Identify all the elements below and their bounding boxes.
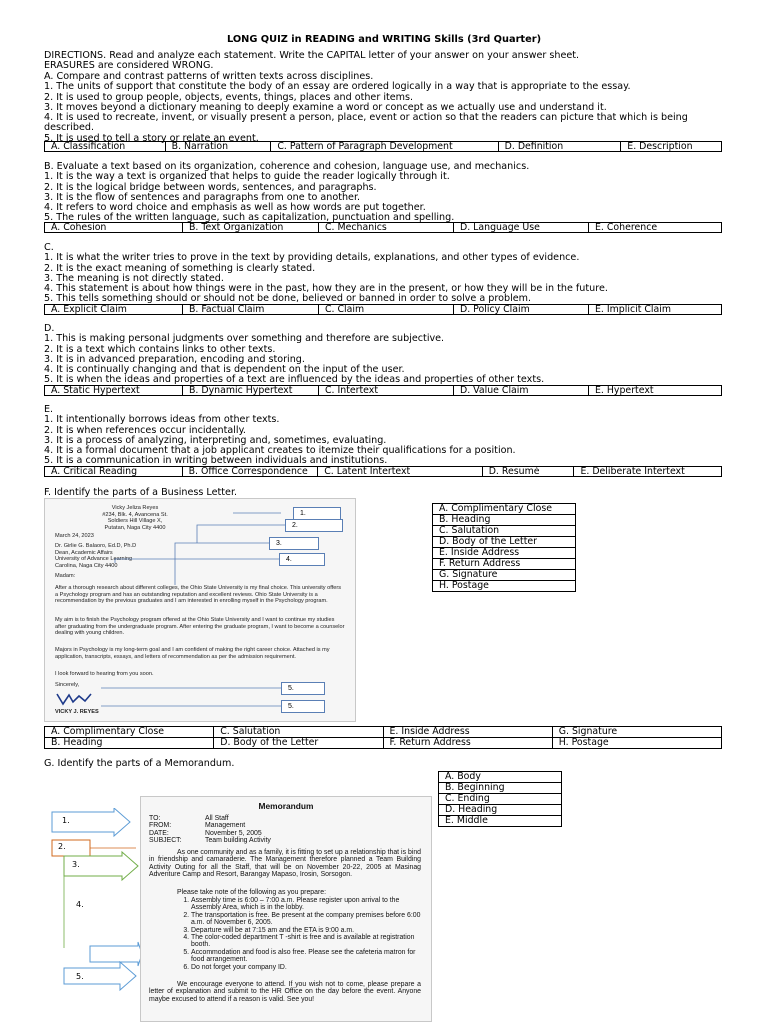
memo-paragraph-2: Please take note of the following as you prepare: [177,889,327,896]
question: 4. It is continually changing and that is dependent on the input of the user. [44,364,405,375]
option: E. Implicit Claim [595,305,671,314]
letter-line: Putatan, Naga City 4400 [104,524,166,531]
memo-label: FROM: [149,822,172,830]
list-item: A. Complimentary Close [433,504,576,515]
callout-5b: 5. [281,700,325,713]
arrow-label-1: 1. [62,816,70,825]
question: 3. It is in advanced preparation, encoding and storing. [44,353,305,365]
option: B. Office Correspondence [183,467,319,476]
question: 2. It is a text which contains links to other texts. [44,343,276,355]
memo-arrows [50,808,144,998]
memo-label: SUBJECT: [149,837,182,845]
list-item: D. Body of the Letter [433,537,576,548]
option: E. Description [627,142,693,151]
option: C. Mechanics [319,223,454,232]
list-item: B. Beginning [439,783,562,794]
section-d [44,324,734,386]
memo-title: Memorandum [258,801,314,811]
option: A. Explicit Claim [45,305,183,314]
option: E. Hypertext [595,386,654,395]
option: B. Narration [166,142,272,151]
question: 2. It is when references occur incidentally. [44,424,246,436]
letter-parts-list [432,503,576,592]
grid-cell: D. Body of the Letter [214,738,383,749]
option: D. Policy Claim [454,305,589,314]
arrow-label-4: 4. [76,900,84,909]
list-item: A. Body [439,772,562,783]
option: D. Value Claim [454,386,589,395]
memo-paragraph-1: As one community and as a family, it is fitting to set up a relationship that is bind in friendship and camaraderie. The Management therefore planned a Team Building Activity Outing for all the Staff, that will be on November 20-22, 2005 at Masinag Adventure Camp and Resort, Barangay Mapaso, Irosin, Sorsogon. [149,849,421,879]
callout-2: 2. [285,519,343,532]
grid-cell: H. Postage [552,738,721,749]
list-item: G. Signature [433,570,576,581]
grid-cell: A. Complimentary Close [45,727,214,738]
list-item: C. Ending [439,794,562,805]
memo-list [177,897,427,971]
memo-values [205,815,271,845]
option: C. Pattern of Paragraph Development [271,142,498,151]
question: 3. It moves beyond a dictionary meaning to deeply examine a word or concept as we actually use and understand it. [44,101,607,113]
question: 2. It is used to group people, objects, events, things, places and other items. [44,91,414,103]
letter-line: Vicky Jeliza Reyes [111,505,159,511]
arrow-label-3: 3. [72,860,80,869]
memo-list-item: 6. Do not forget your company ID. [191,964,427,971]
callout-4: 4. [279,553,325,566]
memo-label: DATE: [149,829,169,837]
option: A. Static Hypertext [45,386,183,395]
section-b [44,162,734,224]
question: 4. It is a formal document that a job applicant creates to itemize their qualifications for a position. [44,445,516,456]
grid-cell: E. Inside Address [383,727,552,738]
question: 1. It intentionally borrows ideas from other texts. [44,414,280,426]
letter-body-3: Majors in Psychology is my long-term goal and I am confident of making the right career choice. Attached is my application, transcripts, essays, and letters of recommendation as per the admission requirement. [55,647,330,660]
section-e-options [44,466,722,477]
letter-parts-grid [44,726,722,749]
business-letter-figure [44,498,356,722]
arrow-label-2: 2. [58,842,66,851]
list-item: F. Return Address [433,559,576,570]
section-a-heading: A. Compare and contrast patterns of written texts across disciplines. [44,71,374,82]
memo-label: TO: [149,815,161,822]
section-e-heading: E. [44,404,54,415]
memo-labels [149,815,182,845]
letter-line: Carolina, Naga City 4400 [55,562,118,569]
memo-list-item: 2. The transportation is free. Be present at the company premises before 6:00 a.m. of November 6, 2005. [191,912,427,927]
grid-cell: C. Salutation [214,727,383,738]
directions-line: DIRECTIONS. Read and analyze each statement. Write the CAPITAL letter of your answer on your answer sheet. [44,50,580,61]
question: 5. The rules of the written language, such as capitalization, punctuation and spelling. [44,212,455,224]
question: 3. The meaning is not directly stated. [44,272,224,284]
grid-cell: B. Heading [45,738,214,749]
section-c-heading: C. [44,242,54,253]
directions-line: ERASURES are considered WRONG. [44,60,214,72]
letter-line: #234, Blk. 4, Avancena St. [102,511,168,518]
letter-body-2: My aim is to finish the Psychology program offered at the Ohio State University and I want to continue my studies after graduating from the undergraduate program. After entering the graduate program, I want to become a counselor dealing with young children. [55,617,345,637]
section-a [44,72,734,144]
letter-line: Dean, Academic Affairs [55,549,113,556]
option: E. Coherence [595,223,658,232]
option: B. Factual Claim [183,305,319,314]
question: 1. It is what the writer tries to prove in the text by providing details, explanations, and other types of evidence. [44,252,580,264]
callout-1: 1. [293,507,341,520]
arrow-4-icon [90,942,142,966]
section-b-options [44,222,722,233]
letter-salutation: Madam: [55,573,76,579]
option: A. Classification [45,142,166,151]
question: 5. It is used to tell a story or relate an event. [44,132,259,144]
question: 5. It is a communication in writing between individuals and institutions. [44,455,388,467]
memo-parts-list [438,771,562,827]
memo-value: Management [205,822,246,830]
question: 3. It is the flow of sentences and paragraphs from one to another. [44,191,361,203]
question: 4. It is used to recreate, invent, or visually present a person, place, event or action so that the readers can picture that which is being described. [44,112,688,134]
question: 4. This statement is about how things were in the past, how they are in the present, or how they will be in the future. [44,283,608,294]
option: B. Text Organization [183,223,319,232]
letter-date: March 24, 2023 [55,533,94,539]
section-c-options [44,304,722,315]
option: C. Claim [319,305,454,314]
question: 2. It is the logical bridge between words, sentences, and paragraphs. [44,181,377,193]
list-item: H. Postage [433,581,576,592]
question: 5. This tells something should or should not be done, believed or banned in order to solve a problem. [44,293,532,305]
section-g-heading: G. Identify the parts of a Memorandum. [44,758,235,769]
section-c [44,243,734,305]
question: 1. This is making personal judgments over something and therefore are subjective. [44,333,445,345]
letter-body-1: After a thorough research about different colleges, the Ohio State University is my final choice. This university offers a Psychology program and has an outstanding reputation and excellent reviews. Ohio State University is a recommendation by the previous graduates and I am interested in enrolling myself in the Psychology program. [55,585,342,605]
section-a-options [44,141,722,152]
letter-signature-name: VICKY J. REYES [55,709,99,715]
list-item: C. Salutation [433,526,576,537]
callout-5: 5. [281,682,325,695]
option: D. Definition [499,142,622,151]
option: B. Dynamic Hypertext [183,386,319,395]
arrow-5-icon [64,962,136,990]
letter-line: University of Advance Learning [55,556,133,563]
memo-list-item: 1. Assembly time is 6:00 – 7:00 a.m. Please register upon arrival to the Assembly Area, which is in the lobby. [191,897,427,912]
list-item: E. Inside Address [433,548,576,559]
option: D. Language Use [454,223,589,232]
memo-paragraph-3: We encourage everyone to attend. If you wish not to come, please prepare a letter of explanation and submit to the HR Office on the day before the event. Anyone maybe excused to attend if a reason is valid. See you! [149,981,421,1003]
question: 2. It is the exact meaning of something is clearly stated. [44,262,316,274]
option: E. Deliberate Intertext [580,467,685,476]
callout-3: 3. [269,537,319,550]
question: 1. It is the way a text is organized that helps to guide the reader logically through it. [44,171,450,183]
section-d-options [44,385,722,396]
letter-line: Dr. Girlie G. Balaoro, Ed.D, Ph.D [55,543,137,549]
page-title: LONG QUIZ in READING and WRITING Skills (3rd Quarter) [226,34,542,45]
section-e [44,405,734,467]
option: A. Cohesion [45,223,183,232]
list-item: B. Heading [433,515,576,526]
arrow-label-5: 5. [76,972,84,981]
option: C. Latent Intertext [318,467,483,476]
option: D. Resumé [483,467,575,476]
memo-list-item: 4. The color-coded department T -shirt is free and is available at registration booth. [191,934,427,949]
option: C. Intertext [319,386,454,395]
list-item: E. Middle [439,816,562,827]
directions [44,51,734,72]
grid-cell: F. Return Address [383,738,552,749]
memo-list-item: 5. Accommodation and food is also free. Please see the cafeteria matron for food arrangement. [191,949,427,964]
question: 4. It refers to word choice and emphasis as well as how words are put together. [44,202,426,213]
section-b-heading: B. Evaluate a text based on its organization, coherence and cohesion, language use, and mechanics. [44,161,530,172]
memo-value: November 5, 2005 [205,829,262,837]
letter-line: Soldiers Hill Village X, [107,518,163,525]
letter-body-4: I look forward to hearing from you soon. [55,671,154,677]
letter-close: Sincerely, [55,682,80,688]
question: 1. The units of support that constitute the body of an essay are ordered logically in a way that is appropriate to the essay. [44,81,631,93]
grid-cell: G. Signature [552,727,721,738]
section-f-heading: F. Identify the parts of a Business Letter. [44,487,238,498]
list-item: D. Heading [439,805,562,816]
memo-value: All Staff [205,815,229,822]
section-d-heading: D. [44,323,55,334]
memo-value: Team building Activity [205,837,271,845]
question: 5. It is when the ideas and properties of a text are influenced by the ideas and properties of other texts. [44,374,545,386]
memorandum-figure [140,796,432,1022]
memo-list-item: 3. Departure will be at 7:15 am and the ETA is 9:00 a.m. [191,927,427,934]
question: 3. It is a process of analyzing, interpreting and, sometimes, evaluating. [44,434,387,446]
option: A. Critical Reading [45,467,183,476]
